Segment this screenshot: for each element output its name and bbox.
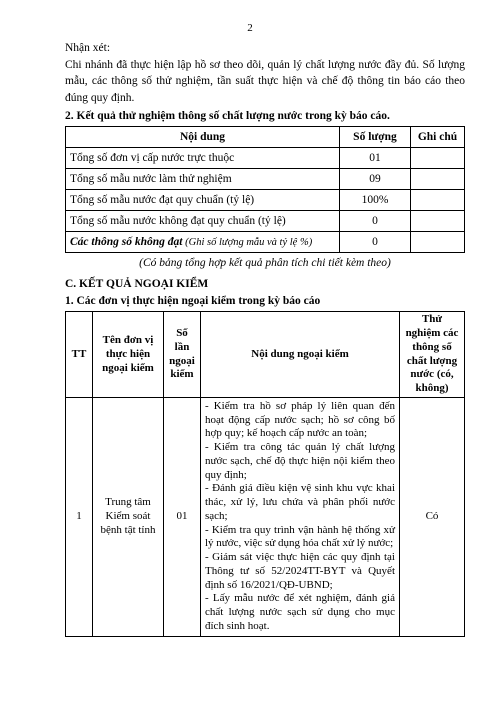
table-header-row bbox=[66, 127, 465, 148]
header-content: Nội dung bbox=[66, 127, 340, 148]
row-tt: 1 bbox=[66, 397, 93, 636]
row-count: 01 bbox=[164, 397, 201, 636]
failed-params-label: Các thông số không đạt bbox=[70, 236, 183, 249]
section-c-subtitle: 1. Các đơn vị thực hiện ngoại kiểm trong kỳ báo cáo bbox=[65, 294, 321, 307]
row-tested: Có bbox=[400, 397, 465, 636]
table-row-failed-parameters bbox=[66, 232, 465, 253]
failed-params-hint: (Ghi số lượng mẫu và tỷ lệ %) bbox=[182, 237, 313, 249]
table-header-row bbox=[66, 312, 465, 398]
content-bullet: - Kiểm tra hồ sơ pháp lý liên quan đến hoạt động cấp nước sạch; hồ sơ công bố hợp quy; kế hoạch cấp nước an toàn; bbox=[205, 399, 395, 440]
content-bullet: - Giám sát việc thực hiện các quy định tại Thông tư số 52/2024TT-BYT và Quyết định số 16/2021/QĐ-UBND; bbox=[205, 551, 395, 591]
row-content: Tổng số mẫu nước làm thử nghiệm bbox=[66, 169, 340, 190]
table-row bbox=[66, 190, 465, 211]
external-inspection-table bbox=[65, 311, 465, 636]
header-note: Ghi chú bbox=[411, 127, 465, 148]
table-row bbox=[66, 211, 465, 232]
header-unit: Tên đơn vị thực hiện ngoại kiểm bbox=[93, 312, 164, 398]
content-bullet: - Đánh giá điều kiện vệ sinh khu vực khai thác, xử lý, lưu chứa và phân phối nước sạch; bbox=[205, 482, 395, 522]
remarks-heading: Nhận xét: bbox=[65, 42, 111, 54]
row-content: Tổng số mẫu nước không đạt quy chuẩn (tỷ lệ) bbox=[66, 211, 340, 232]
header-tested: Thử nghiệm các thông số chất lượng nước (có, không) bbox=[400, 312, 465, 398]
header-content: Nội dung ngoại kiểm bbox=[201, 312, 400, 398]
row-content: Tổng số mẫu nước đạt quy chuẩn (tỷ lệ) bbox=[66, 190, 340, 211]
document-body bbox=[65, 40, 465, 637]
content-bullet: - Lấy mẫu nước để xét nghiệm, đánh giá chất lượng nước sạch sử dụng cho mục đích sinh hoạt. bbox=[205, 592, 395, 632]
table-footnote: (Có bảng tổng hợp kết quả phân tích chi tiết kèm theo) bbox=[139, 257, 391, 270]
row-content bbox=[66, 232, 340, 253]
row-quantity: 0 bbox=[340, 211, 411, 232]
water-quality-results-table bbox=[65, 126, 465, 253]
header-quantity: Số lượng bbox=[340, 127, 411, 148]
row-note bbox=[411, 190, 465, 211]
table-row bbox=[66, 397, 465, 636]
row-content bbox=[201, 397, 400, 636]
row-quantity: 0 bbox=[340, 232, 411, 253]
section-c-title: C. KẾT QUẢ NGOẠI KIỂM bbox=[65, 278, 209, 291]
table-row bbox=[66, 169, 465, 190]
header-count: Số lần ngoại kiểm bbox=[164, 312, 201, 398]
page-number: 2 bbox=[247, 22, 253, 34]
row-note bbox=[411, 169, 465, 190]
row-quantity: 09 bbox=[340, 169, 411, 190]
row-unit: Trung tâm Kiểm soát bệnh tật tỉnh bbox=[93, 397, 164, 636]
row-content: Tổng số đơn vị cấp nước trực thuộc bbox=[66, 148, 340, 169]
row-note bbox=[411, 211, 465, 232]
content-bullet: - Kiểm tra công tác quản lý chất lượng nước sạch, chế độ thực hiện nội kiểm theo quy định; bbox=[205, 441, 395, 481]
row-quantity: 100% bbox=[340, 190, 411, 211]
section-2-title: 2. Kết quả thử nghiệm thông số chất lượng nước trong kỳ báo cáo. bbox=[65, 109, 390, 122]
row-quantity: 01 bbox=[340, 148, 411, 169]
content-bullet: - Kiểm tra quy trình vận hành hệ thống xử lý nước, việc sử dụng hóa chất xử lý nước; bbox=[205, 523, 395, 550]
remarks-text: Chi nhánh đã thực hiện lập hồ sơ theo dõi, quản lý chất lượng nước đầy đủ. Số lượng mẫu, các thông số thử nghiệm, tần suất thực hiện và chế độ thông tin báo cáo theo đúng quy định. bbox=[65, 58, 465, 105]
table-row bbox=[66, 148, 465, 169]
row-note bbox=[411, 232, 465, 253]
header-tt: TT bbox=[66, 312, 93, 398]
row-note bbox=[411, 148, 465, 169]
